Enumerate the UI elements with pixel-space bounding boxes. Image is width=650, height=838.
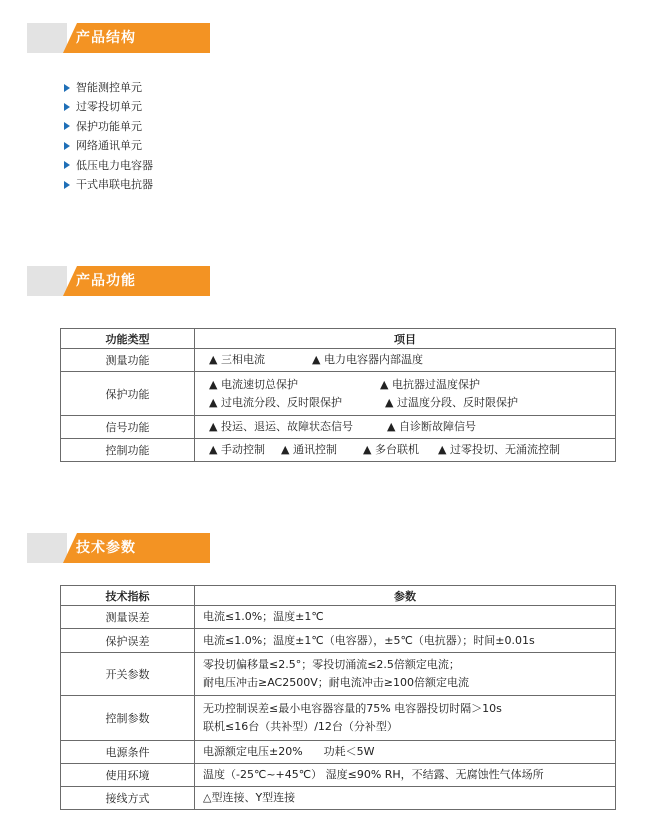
spec-name: 测量误差 [61, 606, 195, 629]
header-grey-tab [27, 266, 67, 296]
triangle-bullet-icon [64, 181, 70, 189]
section-title: 技术参数 [76, 540, 136, 556]
spec-value: △型连接、Y型连接 [195, 787, 616, 810]
header-grey-tab [27, 23, 67, 53]
function-item: ▲ 过温度分段、反时限保护 [385, 395, 518, 409]
list-item-label: 过零投切单元 [76, 100, 142, 114]
triangle-bullet-icon [64, 103, 70, 111]
spec-line: 耐电压冲击≥AC2500V；耐电流冲击≥100倍额定电流 [203, 676, 469, 689]
section-header-tech [27, 533, 210, 563]
tech-spec-table [60, 585, 616, 810]
spec-name: 控制参数 [61, 696, 195, 741]
section-header-function [27, 266, 210, 296]
list-item [64, 78, 153, 97]
function-type: 信号功能 [61, 416, 195, 439]
function-item: ▲ 电流速切总保护 [209, 377, 298, 391]
spec-value: 电源额定电压±20% 功耗＜5W [195, 741, 616, 764]
function-item: ▲ 手动控制 [209, 443, 265, 456]
table-row [61, 653, 616, 696]
function-items [195, 416, 616, 439]
list-item-label: 保护功能单元 [76, 119, 142, 133]
function-item: ▲ 通讯控制 [281, 443, 337, 456]
column-header-items: 项目 [195, 329, 616, 349]
spec-name: 开关参数 [61, 653, 195, 696]
function-type: 测量功能 [61, 349, 195, 372]
table-row [61, 372, 616, 416]
triangle-bullet-icon [64, 142, 70, 150]
spec-value [195, 653, 616, 696]
spec-name: 使用环境 [61, 764, 195, 787]
function-table [60, 328, 616, 462]
function-item: ▲ 电力电容器内部温度 [312, 353, 423, 366]
function-item: ▲ 过零投切、无涌流控制 [438, 443, 560, 456]
list-item [64, 97, 153, 116]
function-item: ▲ 多台联机 [363, 443, 419, 456]
function-item: ▲ 电抗器过温度保护 [380, 377, 480, 391]
column-header-type: 功能类型 [61, 329, 195, 349]
table-row [61, 787, 616, 810]
triangle-bullet-icon [64, 161, 70, 169]
function-item: ▲ 自诊断故障信号 [387, 420, 476, 433]
spec-line: 零投切偏移量≤2.5°；零投切涌流≤2.5倍额定电流； [203, 658, 460, 671]
list-item [64, 156, 153, 175]
list-item-label: 低压电力电容器 [76, 158, 153, 172]
list-item-label: 智能测控单元 [76, 81, 142, 94]
table-row [61, 606, 616, 629]
table-row [61, 439, 616, 462]
function-items [195, 349, 616, 372]
spec-value: 温度（-25℃~+45℃） 湿度≤90% RH，不结露、无腐蚀性气体场所 [195, 764, 616, 787]
function-type: 保护功能 [61, 372, 195, 416]
function-item: ▲ 过电流分段、反时限保护 [209, 395, 342, 409]
section-title: 产品功能 [76, 273, 136, 289]
triangle-bullet-icon [64, 84, 70, 92]
function-item: ▲ 三相电流 [209, 353, 265, 366]
list-item [64, 136, 153, 155]
spec-line: 无功控制误差≤最小电容器容量的75% 电容器投切时隔＞10s [203, 702, 502, 715]
table-header-row [61, 586, 616, 606]
spec-name: 接线方式 [61, 787, 195, 810]
section-title: 产品结构 [76, 30, 136, 46]
table-header-row [61, 329, 616, 349]
spec-value: 电流≤1.0%；温度±1℃（电容器），±5℃（电抗器）；时间±0.01s [195, 629, 616, 653]
spec-name: 保护误差 [61, 629, 195, 653]
table-row [61, 629, 616, 653]
table-row [61, 416, 616, 439]
table-row [61, 349, 616, 372]
spec-value [195, 696, 616, 741]
section-header-structure [27, 23, 210, 53]
spec-value: 电流≤1.0%；温度±1℃ [195, 606, 616, 629]
list-item [64, 175, 153, 194]
list-item-label: 干式串联电抗器 [76, 177, 153, 191]
table-row [61, 764, 616, 787]
header-grey-tab [27, 533, 67, 563]
function-items [195, 372, 616, 416]
triangle-bullet-icon [64, 122, 70, 130]
spec-name: 电源条件 [61, 741, 195, 764]
column-header-indicator: 技术指标 [61, 586, 195, 606]
table-row [61, 741, 616, 764]
table-row [61, 696, 616, 741]
structure-list [64, 78, 153, 194]
spec-line: 联机≤16台（共补型）/12台（分补型） [203, 720, 398, 733]
function-items [195, 439, 616, 462]
column-header-parameter: 参数 [195, 586, 616, 606]
function-type: 控制功能 [61, 439, 195, 462]
list-item [64, 117, 153, 136]
list-item-label: 网络通讯单元 [76, 139, 142, 153]
function-item: ▲ 投运、退运、故障状态信号 [209, 420, 353, 433]
